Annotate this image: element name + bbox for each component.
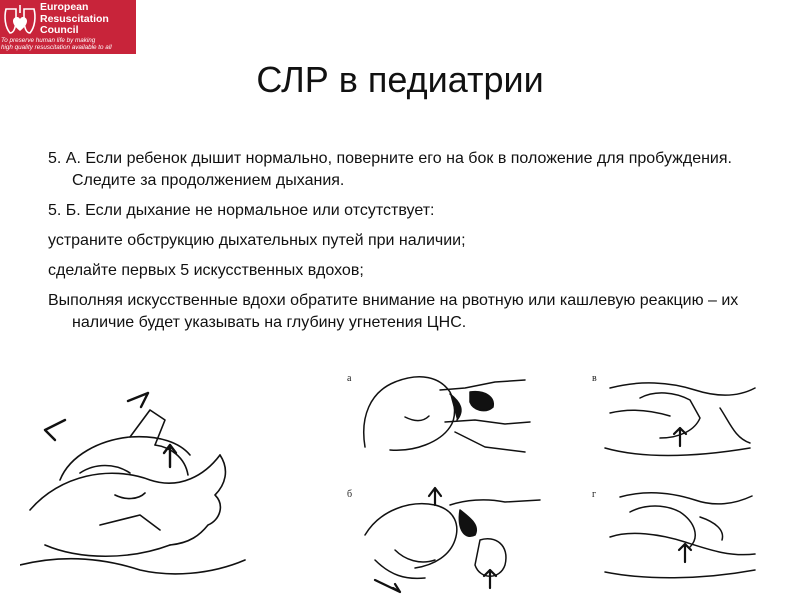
erc-logo xyxy=(0,0,136,54)
logo-line-3: Council xyxy=(40,24,79,36)
slide-title: СЛР в педиатрии xyxy=(256,59,544,100)
paragraph-reaction: Выполняя искусственные вдохи обратите внимание на рвотную или кашлевую реакцию – их наличие будет указывать на глубину угнетения ЦНС. xyxy=(48,292,739,331)
logo-line-2: Resuscitation xyxy=(40,12,109,25)
airway-illustration-v xyxy=(600,368,760,463)
head-tilt-illustration xyxy=(20,385,250,585)
airway-illustration-b xyxy=(355,480,545,595)
caption-g: г xyxy=(592,489,597,500)
heart-lungs-icon xyxy=(2,3,38,39)
paragraph-5a: 5. А. Если ребенок дышит нормально, поверните его на бок в положение для пробуждения. Следите за продолжением дыхания. xyxy=(48,150,732,189)
paragraph-breaths: сделайте первых 5 искусственных вдохов; xyxy=(48,262,364,279)
logo-tagline-line-2: high quality resuscitation available to all xyxy=(1,44,112,52)
slide-body xyxy=(48,148,768,342)
caption-b: б xyxy=(347,489,353,500)
airway-illustration-a xyxy=(345,362,535,462)
logo-line-1: European xyxy=(40,1,89,13)
paragraph-airway: устраните обструкцию дыхательных путей при наличии; xyxy=(48,232,466,249)
logo-tagline xyxy=(1,37,135,52)
caption-v: в xyxy=(592,373,597,384)
paragraph-5b: 5. Б. Если дыхание не нормальное или отсутствует: xyxy=(48,202,435,219)
airway-illustration-g xyxy=(600,482,760,582)
caption-a: а xyxy=(347,373,352,384)
logo-tagline-line-1: To preserve human life by making xyxy=(1,37,96,44)
